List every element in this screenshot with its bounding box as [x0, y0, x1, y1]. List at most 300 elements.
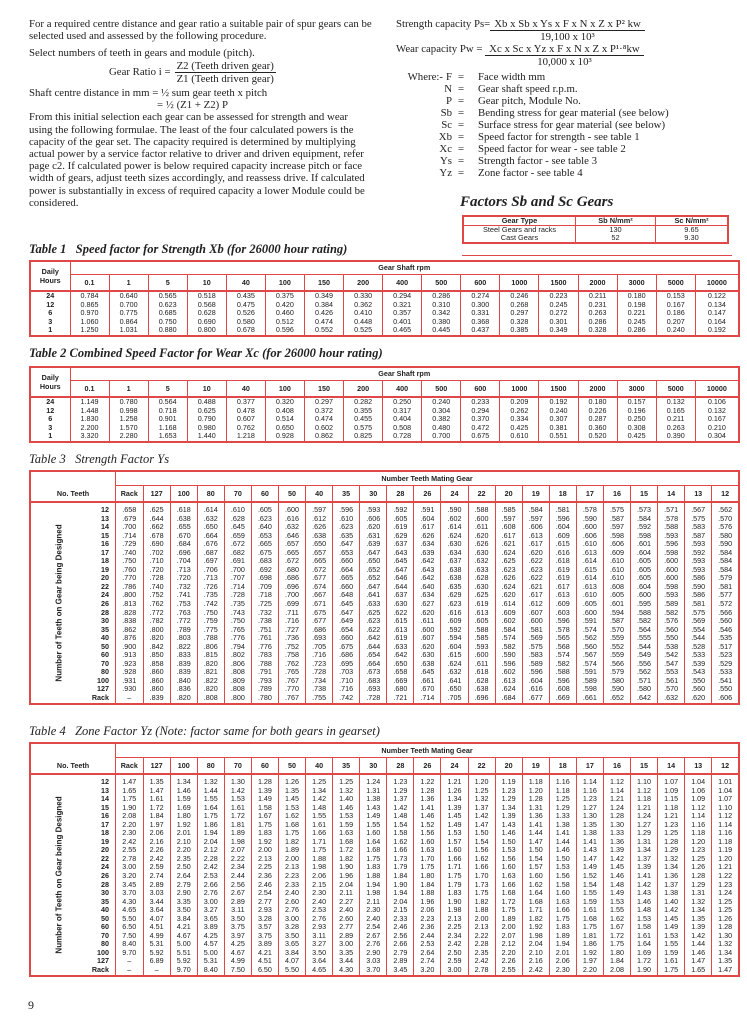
factor-cell: 1.79 — [387, 863, 414, 872]
factor-cell: .644 — [143, 515, 170, 524]
factor-cell: 1.20 — [685, 838, 712, 847]
factor-cell: .629 — [387, 532, 414, 541]
factor-value: 1.258 — [119, 414, 138, 424]
factor-cell: .555 — [631, 634, 658, 643]
factor-cell: 2.20 — [170, 846, 197, 855]
factor-cell: 3.44 — [143, 898, 170, 907]
table-row — [30, 881, 739, 890]
factor-cell: .630 — [387, 600, 414, 609]
factor-cell: 1.63 — [414, 846, 441, 855]
table-row — [30, 949, 739, 958]
header-row — [30, 261, 739, 274]
definition-text: Gear shaft speed r.p.m. — [478, 83, 578, 95]
factor-cell: 1.75 — [414, 863, 441, 872]
factor-cell: 4.67 — [170, 932, 197, 941]
rpm-column-header: 200 — [344, 380, 383, 397]
rpm-column-header: 400 — [383, 274, 422, 291]
factor-cell: .615 — [441, 651, 468, 660]
factor-cell: .615 — [387, 617, 414, 626]
factor-cell: .634 — [414, 591, 441, 600]
factor-cell: .753 — [170, 600, 197, 609]
factor-cell: .543 — [685, 668, 712, 677]
factor-cell: .695 — [333, 660, 360, 669]
factor-cell: .621 — [495, 540, 522, 549]
factor-value: 0.250 — [627, 414, 646, 424]
factor-cell: 1.46 — [549, 846, 576, 855]
rpm-column-header: 40 — [226, 380, 265, 397]
factor-cell: .642 — [414, 557, 441, 566]
factor-cell: .590 — [603, 685, 630, 694]
factor-cell: 2.46 — [251, 881, 278, 890]
teeth-row-header: 127 — [97, 684, 110, 694]
factor-cell: .620 — [468, 532, 495, 541]
definition-row — [396, 143, 741, 155]
factor-cell: 1.73 — [387, 855, 414, 864]
factor-value: 0.478 — [236, 405, 255, 415]
mating-teeth-header-row — [30, 485, 739, 502]
factor-cell: 1.94 — [197, 829, 224, 838]
factor-cell: .625 — [360, 609, 387, 618]
factor-column — [695, 291, 739, 336]
factor-column — [656, 397, 695, 442]
factor-cell: .605 — [631, 566, 658, 575]
rpm-column-header: 150 — [304, 380, 343, 397]
definition-row — [396, 83, 741, 95]
header-row — [30, 367, 739, 380]
teeth-row-header: 20 — [101, 845, 110, 855]
table-row — [30, 774, 739, 787]
factor-cell: .732 — [251, 609, 278, 618]
factor-cell: .665 — [278, 549, 305, 558]
factor-cell: 1.19 — [712, 846, 739, 855]
equals-sign: = — [458, 95, 465, 107]
factor-cell: 1.49 — [360, 812, 387, 821]
factor-cell: .687 — [197, 549, 224, 558]
factor-cell: .569 — [522, 634, 549, 643]
factor-cell: .675 — [306, 609, 333, 618]
factor-cell: 1.55 — [658, 940, 685, 949]
factor-cell: .610 — [603, 566, 630, 575]
factor-cell: 1.47 — [468, 821, 495, 830]
factor-cell: 2.74 — [143, 872, 170, 881]
rpm-column-header: 2000 — [578, 380, 617, 397]
factor-cell: .713 — [170, 566, 197, 575]
factor-cell: .597 — [522, 515, 549, 524]
factor-cell: 1.47 — [685, 957, 712, 966]
table3-strength-factor — [29, 470, 740, 705]
page-number: 9 — [28, 998, 34, 1012]
factor-cell: 2.50 — [170, 863, 197, 872]
table-row — [30, 668, 739, 677]
definition-symbol: Yz — [439, 167, 452, 179]
factor-cell: .741 — [170, 591, 197, 600]
factor-cell: 1.20 — [522, 787, 549, 796]
factor-cell: 2.00 — [278, 855, 305, 864]
factor-value: 0.132 — [666, 397, 685, 406]
factor-cell: 2.40 — [306, 898, 333, 907]
table-row — [30, 863, 739, 872]
teeth-row-header: 20 — [101, 573, 110, 583]
factor-cell: 2.16 — [522, 957, 549, 966]
mating-teeth-column-header: Rack — [116, 757, 144, 774]
factor-cell: 2.26 — [495, 957, 522, 966]
factor-cell: 1.54 — [387, 821, 414, 830]
factor-cell: .776 — [224, 634, 251, 643]
table-row — [30, 600, 739, 609]
factor-value: 0.998 — [119, 405, 138, 415]
factor-cell: .716 — [333, 685, 360, 694]
factor-cell: .821 — [197, 668, 224, 677]
factor-cell: .539 — [685, 660, 712, 669]
table-row — [30, 677, 739, 686]
factor-cell: 1.09 — [685, 795, 712, 804]
teeth-row-header: 17 — [101, 819, 110, 829]
factor-cell: 1.68 — [360, 846, 387, 855]
factor-cell: .923 — [116, 660, 144, 669]
factor-cell: 1.49 — [603, 889, 630, 898]
factor-cell: 1.45 — [441, 812, 468, 821]
factor-value: 1.060 — [80, 316, 99, 326]
factor-cell: .645 — [224, 523, 251, 532]
factor-cell: .590 — [441, 502, 468, 515]
factor-cell: 1.20 — [468, 774, 495, 787]
factor-cell: 1.82 — [278, 838, 305, 847]
mating-teeth-column-header: Rack — [116, 485, 144, 502]
factor-cell: .840 — [170, 677, 197, 686]
table-row — [30, 574, 739, 583]
factor-value: 1.830 — [80, 414, 99, 424]
factor-cell: 7.50 — [224, 966, 251, 976]
factor-cell: .577 — [712, 591, 739, 600]
factor-cell: 1.18 — [685, 829, 712, 838]
factor-value: 0.404 — [393, 414, 412, 424]
factor-cell: .606 — [522, 523, 549, 532]
factor-cell: .720 — [143, 566, 170, 575]
factor-cell: 1.18 — [549, 787, 576, 796]
factor-cell: .667 — [306, 591, 333, 600]
rpm-column-header: 0.1 — [70, 380, 109, 397]
factor-cell: .610 — [576, 591, 603, 600]
side-label: Number of Teeth on Gear being Designed — [54, 524, 64, 682]
factor-cell: .782 — [143, 617, 170, 626]
factor-cell: .592 — [441, 626, 468, 635]
factor-cell: 4.65 — [116, 906, 144, 915]
factor-cell: 4.51 — [143, 923, 170, 932]
factor-cell: 1.44 — [549, 838, 576, 847]
factor-cell: 1.39 — [441, 804, 468, 813]
factor-cell: 1.42 — [631, 881, 658, 890]
factor-cell: .628 — [468, 574, 495, 583]
rpm-column-header: 1000 — [500, 380, 539, 397]
factor-cell: 2.27 — [333, 898, 360, 907]
factor-value: 0.349 — [549, 325, 568, 335]
factor-cell: .803 — [170, 634, 197, 643]
factor-cell: .584 — [712, 549, 739, 558]
factor-cell: 1.82 — [468, 898, 495, 907]
factor-cell: .517 — [712, 643, 739, 652]
factor-cell: .800 — [143, 626, 170, 635]
rpm-column-header: 1500 — [539, 274, 578, 291]
teeth-row-header: 24 — [101, 590, 110, 600]
factor-value: 0.465 — [393, 325, 412, 335]
factor-cell: 1.89 — [549, 932, 576, 941]
factor-column — [422, 291, 461, 336]
factor-cell: .736 — [278, 634, 305, 643]
factor-cell: 2.90 — [360, 949, 387, 958]
factor-cell: .593 — [685, 557, 712, 566]
factor-cell: .570 — [603, 626, 630, 635]
teeth-row-header: 50 — [101, 641, 110, 651]
factor-cell: 1.90 — [387, 881, 414, 890]
factor-cell: .626 — [495, 574, 522, 583]
factor-cell: .660 — [333, 557, 360, 566]
factor-cell: 1.47 — [522, 838, 549, 847]
teeth-row-header: 26 — [101, 599, 110, 609]
factor-cell: .608 — [603, 583, 630, 592]
factors-header-sb: Sb N/mm² — [576, 217, 656, 225]
factor-cell: .598 — [631, 532, 658, 541]
factor-cell: .714 — [116, 532, 144, 541]
definition-text: Speed factor for strength - see table 1 — [478, 131, 640, 143]
factor-cell: 3.65 — [278, 940, 305, 949]
factor-cell: 1.46 — [685, 949, 712, 958]
factor-value: 0.245 — [627, 316, 646, 326]
factor-cell: .616 — [549, 549, 576, 558]
factor-cell: 2.42 — [522, 966, 549, 976]
factor-cell: 1.23 — [387, 774, 414, 787]
factor-cell: 1.35 — [143, 774, 170, 787]
factor-cell: 1.24 — [712, 889, 739, 898]
teeth-row-header: 35 — [101, 624, 110, 634]
table-row — [30, 634, 739, 643]
factor-cell: 1.23 — [712, 881, 739, 890]
gear-type-cell: Cast Gears — [464, 234, 576, 242]
factor-column — [226, 291, 265, 336]
factor-cell: 1.31 — [360, 787, 387, 796]
factor-cell: 3.20 — [414, 966, 441, 976]
factor-value: 0.928 — [275, 431, 294, 441]
factor-cell: .659 — [224, 532, 251, 541]
factor-value: 1.218 — [236, 431, 255, 441]
factor-value: 0.690 — [197, 316, 216, 326]
factor-cell: 1.01 — [712, 774, 739, 787]
factor-cell: .605 — [468, 617, 495, 626]
factor-cell: .664 — [197, 532, 224, 541]
factor-cell: 2.25 — [441, 923, 468, 932]
factor-cell: 1.81 — [224, 821, 251, 830]
factor-cell: .588 — [468, 502, 495, 515]
factor-cell: .630 — [468, 583, 495, 592]
definitions-list — [396, 71, 741, 179]
mating-teeth-column-header: 70 — [224, 485, 251, 502]
factor-cell: 1.30 — [576, 812, 603, 821]
mating-teeth-column-header: 12 — [712, 757, 739, 774]
factor-cell: 1.33 — [603, 829, 630, 838]
factor-cell: 1.40 — [658, 898, 685, 907]
factor-cell: 1.36 — [522, 812, 549, 821]
factor-value: 0.186 — [666, 308, 685, 318]
factor-cell: 1.29 — [685, 881, 712, 890]
factor-cell: .613 — [387, 626, 414, 635]
table3-caption — [29, 452, 169, 467]
factor-cell: .641 — [441, 677, 468, 686]
factor-cell: 1.80 — [603, 949, 630, 958]
factor-cell: .647 — [360, 549, 387, 558]
factor-cell: .584 — [495, 626, 522, 635]
factor-cell: .728 — [360, 694, 387, 704]
teeth-row-header: 28 — [101, 607, 110, 617]
equals-sign: = — [458, 107, 465, 119]
factor-cell: .635 — [441, 583, 468, 592]
factor-cell: .600 — [414, 626, 441, 635]
teeth-row-header: 12 — [101, 777, 110, 786]
factor-cell: .589 — [576, 677, 603, 686]
factor-cell: .692 — [251, 566, 278, 575]
factor-cell: .793 — [251, 677, 278, 686]
factor-cell: 1.98 — [360, 889, 387, 898]
factor-cell: .657 — [306, 549, 333, 558]
factor-cell: .529 — [712, 660, 739, 669]
factor-column — [422, 397, 461, 442]
factor-cell: .691 — [224, 557, 251, 566]
factor-cell: 1.07 — [712, 795, 739, 804]
factor-cell: .738 — [251, 617, 278, 626]
factor-cell: .632 — [278, 523, 305, 532]
factor-value: 0.164 — [707, 316, 726, 326]
factor-cell: .610 — [333, 515, 360, 524]
factor-cell: 1.98 — [306, 863, 333, 872]
factor-value: 0.607 — [236, 414, 255, 424]
factor-value: 0.564 — [158, 397, 177, 406]
factor-value: 0.526 — [236, 308, 255, 318]
factor-value: 0.301 — [549, 316, 568, 326]
table-row — [30, 609, 739, 618]
factor-value: 0.153 — [666, 291, 685, 300]
factor-cell: .600 — [658, 557, 685, 566]
factor-cell: .584 — [631, 515, 658, 524]
factor-cell: .582 — [658, 609, 685, 618]
mating-teeth-column-header: 13 — [685, 757, 712, 774]
factor-cell: 1.46 — [631, 898, 658, 907]
definition-row — [396, 131, 741, 143]
factor-cell: 1.42 — [306, 795, 333, 804]
factor-cell: 1.31 — [522, 804, 549, 813]
table-row — [30, 660, 739, 669]
factor-cell: .780 — [251, 694, 278, 704]
rpm-header-row — [30, 380, 739, 397]
factor-cell: 3.03 — [360, 957, 387, 966]
factor-cell: .700 — [116, 523, 144, 532]
factor-cell: 1.90 — [116, 804, 144, 813]
hours-cell — [30, 291, 70, 336]
factor-cell: .767 — [278, 677, 305, 686]
factor-cell: .761 — [251, 634, 278, 643]
factor-value: 0.901 — [158, 414, 177, 424]
factor-cell: .614 — [441, 523, 468, 532]
factor-cell: 2.12 — [197, 846, 224, 855]
factor-cell: 1.28 — [522, 795, 549, 804]
factor-cell: 1.52 — [576, 872, 603, 881]
factor-cell: .544 — [631, 643, 658, 652]
factor-cell: .564 — [631, 626, 658, 635]
factor-cell: 4.65 — [306, 966, 333, 976]
factor-cell: .609 — [549, 600, 576, 609]
table-row — [30, 838, 739, 847]
factor-cell: 2.59 — [441, 957, 468, 966]
factor-column — [304, 397, 343, 442]
factor-cell: .583 — [522, 651, 549, 660]
factor-cell: .588 — [549, 668, 576, 677]
factor-value: 0.192 — [549, 397, 568, 406]
factor-cell: .813 — [116, 600, 144, 609]
factor-cell: 1.75 — [603, 940, 630, 949]
definition-row — [396, 71, 741, 83]
gear-ratio-formula — [109, 60, 374, 85]
factor-value: 0.294 — [471, 405, 490, 415]
intro-paragraph-2: Select numbers of teeth in gears and module (pitch). — [29, 47, 255, 60]
factor-cell: 2.55 — [116, 846, 144, 855]
factor-cell: 1.18 — [712, 838, 739, 847]
factor-cell: 1.63 — [495, 872, 522, 881]
factor-cell: .561 — [658, 677, 685, 686]
factor-cell: 1.10 — [712, 804, 739, 813]
factor-cell: .820 — [143, 634, 170, 643]
factor-value: 0.317 — [393, 405, 412, 415]
factor-cell: 1.29 — [549, 804, 576, 813]
factor-cell: .596 — [549, 515, 576, 524]
factor-cell: .702 — [143, 549, 170, 558]
factor-value: 1.031 — [119, 325, 138, 335]
teeth-row-header: 30 — [101, 888, 110, 898]
factor-cell: 1.12 — [631, 787, 658, 796]
factor-cell: .633 — [387, 643, 414, 652]
factor-cell: 1.90 — [631, 966, 658, 976]
factor-cell: .575 — [685, 515, 712, 524]
factor-value: 0.650 — [275, 422, 294, 432]
factor-value: 0.334 — [510, 414, 529, 424]
hours-value: 1 — [48, 431, 53, 441]
factor-cell: 2.93 — [306, 923, 333, 932]
factor-cell: 2.44 — [224, 872, 251, 881]
mating-teeth-column-header: 15 — [631, 485, 658, 502]
factor-cell: 1.50 — [495, 838, 522, 847]
factor-cell: 2.15 — [306, 881, 333, 890]
definition-text: Zone factor - see table 4 — [478, 167, 583, 179]
factor-cell: 1.98 — [441, 906, 468, 915]
factor-cell: .617 — [495, 532, 522, 541]
factor-cell: .584 — [522, 502, 549, 515]
factor-cell: 1.53 — [495, 846, 522, 855]
factor-cell: .770 — [278, 685, 305, 694]
factor-cell: .542 — [658, 651, 685, 660]
factor-cell: 1.89 — [495, 915, 522, 924]
factor-cell: 2.08 — [603, 966, 630, 976]
factor-cell: 1.36 — [414, 795, 441, 804]
teeth-row-header: 15 — [101, 530, 110, 540]
factor-cell: 1.53 — [631, 915, 658, 924]
table-row — [30, 557, 739, 566]
factor-value: 0.310 — [432, 299, 451, 309]
factors-header-gear-type: Gear Type — [464, 217, 576, 225]
factor-value: 0.297 — [315, 397, 333, 406]
factor-cell: 1.44 — [685, 940, 712, 949]
factor-cell: .806 — [197, 643, 224, 652]
factor-cell: 2.11 — [360, 898, 387, 907]
intro-paragraph-1: For a required centre distance and gear ratio a suitable pair of spur gears can be selected used and assessed by the following procedure. — [29, 18, 372, 43]
factor-cell: 2.55 — [495, 966, 522, 976]
factor-cell: .822 — [170, 643, 197, 652]
factor-cell: .578 — [576, 502, 603, 515]
